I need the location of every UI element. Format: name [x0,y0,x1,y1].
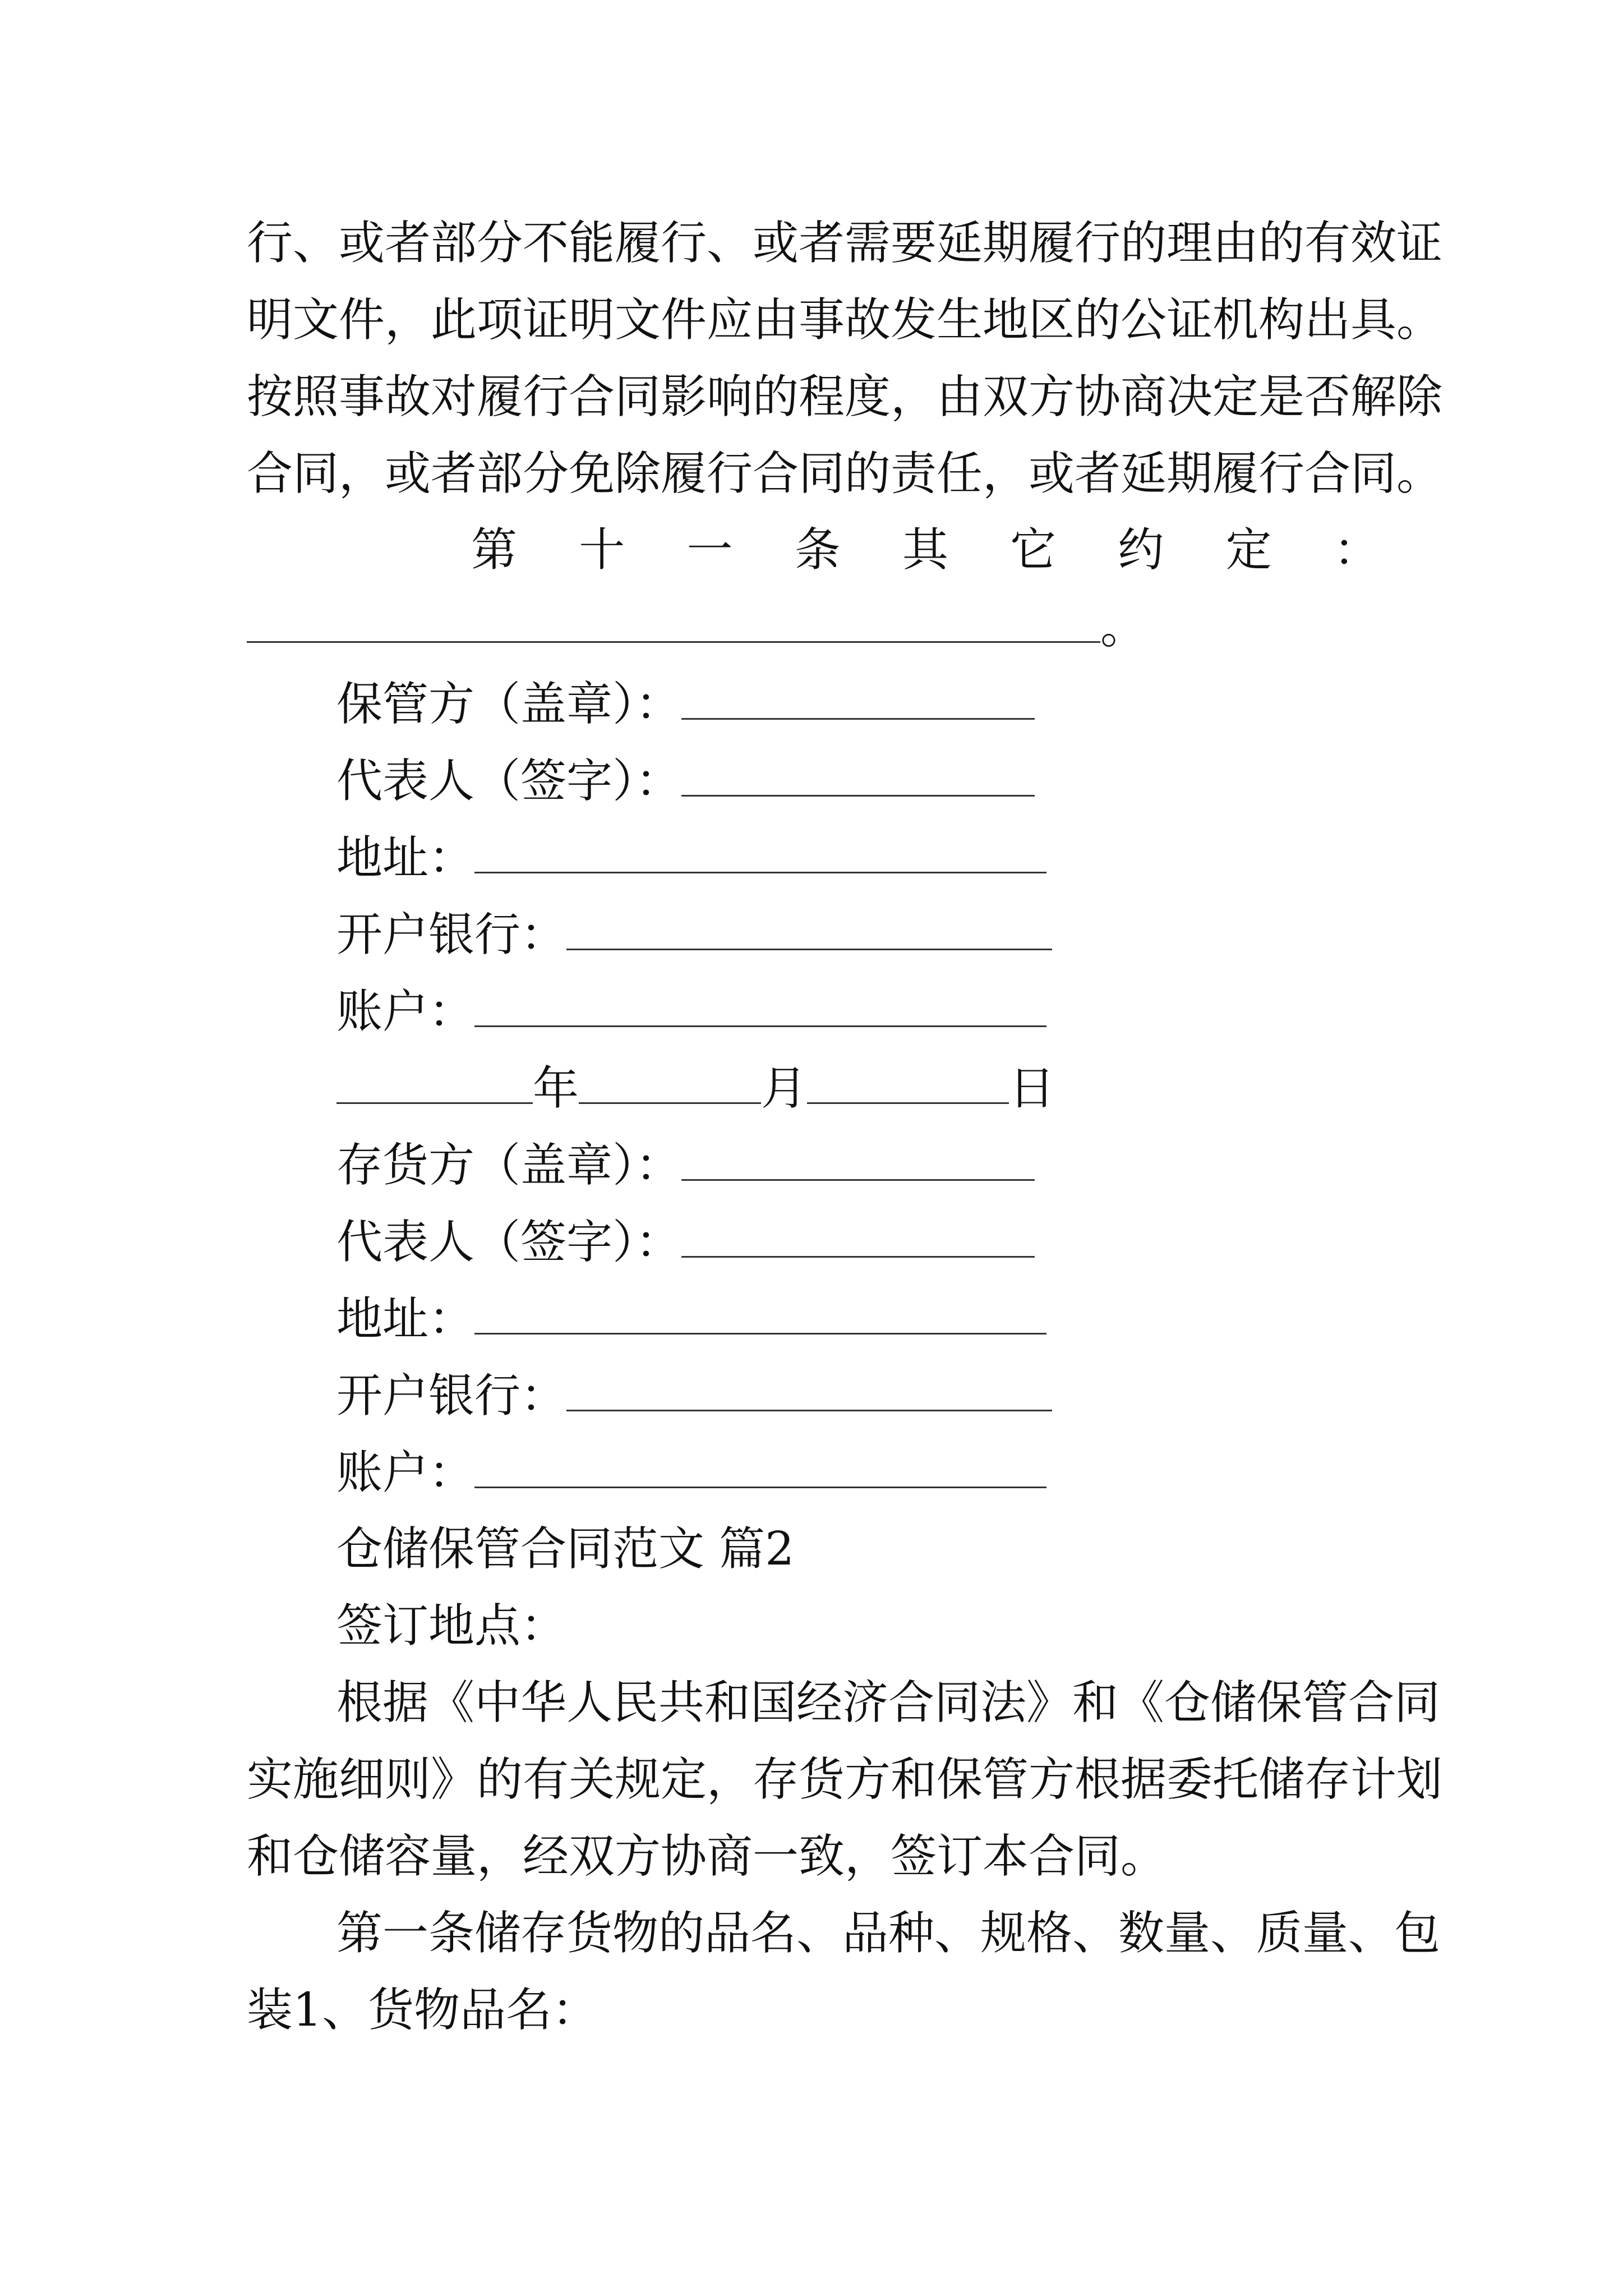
article-11-char: 一 [686,523,733,577]
body-text-line: 按照事故对履行合同影响的程度，由双方协商决定是否解除 [247,370,1443,424]
article-11-char: 约 [1118,523,1164,577]
depositor-address-field[interactable] [474,1296,1046,1335]
date-row [336,1062,1055,1115]
body-text-line: 行、或者部分不能履行、或者需要延期履行的理由的有效证 [247,217,1443,270]
article-11-underline[interactable] [247,604,1100,643]
body-text-line: 实施细则》的有关规定，存货方和保管方根据委托储存计划 [247,1753,1443,1806]
custodian-rep-field[interactable] [681,758,1035,797]
depositor-address-label: 地址： [336,1292,475,1346]
custodian-seal-label: 保管方（盖章）： [336,678,682,731]
article-11-char: 其 [902,523,948,577]
depositor-address-row [336,1292,1046,1346]
custodian-account-label: 账户： [336,985,475,1038]
article-11-char: 第 [471,523,518,577]
depositor-rep-row [336,1216,1035,1269]
article-11-char: 定 [1225,523,1272,577]
month-label: 月 [761,1062,808,1115]
depositor-bank-label: 开户银行： [336,1369,567,1423]
depositor-bank-row [336,1369,1052,1423]
depositor-account-label: 账户： [336,1446,475,1499]
custodian-account-field[interactable] [474,988,1046,1027]
custodian-bank-row [336,908,1052,961]
custodian-bank-label: 开户银行： [336,908,567,961]
article-11-end-punct: 。 [1100,601,1147,654]
custodian-address-field[interactable] [474,835,1046,873]
body-text-line: 装1、货物品名： [247,1984,598,2037]
day-field[interactable] [807,1065,1009,1104]
section-2-title: 仓储保管合同范文 篇2 [336,1522,795,1576]
article-11-char: 条 [794,523,841,577]
body-text-line: 明文件，此项证明文件应由事故发生地区的公证机构出具。 [247,293,1443,347]
body-text-line: 第一条储存货物的品名、品种、规格、数量、质量、包 [336,1907,1441,1960]
year-field[interactable] [336,1065,533,1104]
depositor-bank-field[interactable] [566,1373,1052,1411]
custodian-rep-row [336,754,1035,808]
body-text-line: 根据《中华人民共和国经济合同法》和《仓储保管合同 [336,1676,1441,1729]
article-11-heading [471,523,1380,577]
article-11-blank [247,601,1147,654]
body-text-line: 合同，或者部分免除履行合同的责任，或者延期履行合同。 [247,447,1443,500]
custodian-address-label: 地址： [336,831,475,885]
custodian-seal-row [336,678,1035,731]
article-11-char: 十 [579,523,625,577]
depositor-account-field[interactable] [474,1450,1046,1488]
custodian-rep-label: 代表人（签字）： [336,754,682,808]
year-label: 年 [533,1062,579,1115]
depositor-seal-row [336,1139,1035,1192]
custodian-bank-field[interactable] [566,912,1052,950]
depositor-seal-label: 存货方（盖章）： [336,1139,682,1192]
depositor-seal-field[interactable] [681,1142,1035,1181]
custodian-seal-field[interactable] [681,681,1035,720]
custodian-address-row [336,831,1046,885]
article-11-char: ： [1333,523,1380,577]
signing-place-label: 签订地点： [336,1599,567,1653]
depositor-rep-field[interactable] [681,1219,1035,1258]
depositor-rep-label: 代表人（签字）： [336,1216,682,1269]
custodian-account-row [336,985,1046,1038]
article-11-char: 它 [1010,523,1057,577]
body-text-line: 和仓储容量，经双方协商一致，签订本合同。 [247,1830,1167,1883]
depositor-account-row [336,1446,1046,1499]
day-label: 日 [1009,1062,1055,1115]
month-field[interactable] [579,1065,761,1104]
